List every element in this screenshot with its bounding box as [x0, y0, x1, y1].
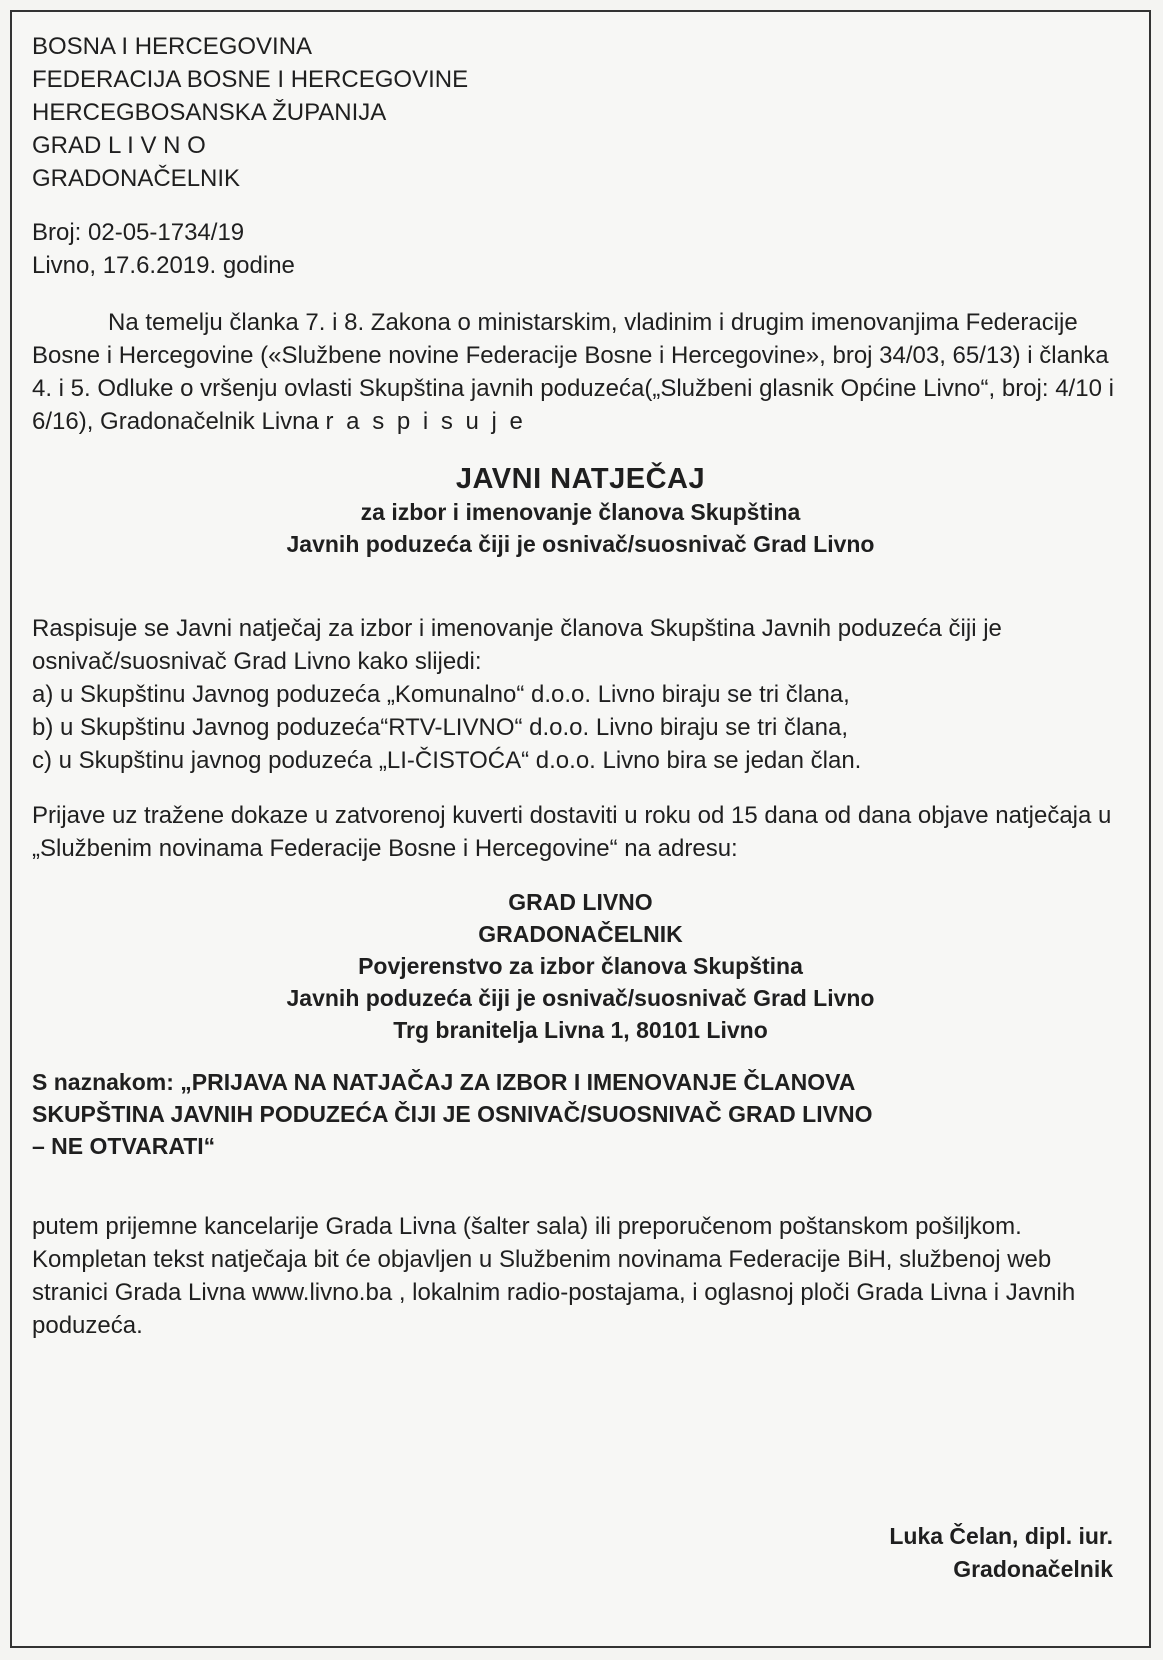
list-item: b) u Skupštinu Javnog poduzeća“RTV-LIVNO“ d.o.o. Livno biraju se tri člana, — [32, 714, 848, 741]
list-item: a) u Skupštinu Javnog poduzeća „Komunalno“ d.o.o. Livno biraju se tri člana, — [32, 681, 850, 708]
document-date: Livno, 17.6.2019. godine — [32, 252, 295, 279]
marking-line: SKUPŠTINA JAVNIH PODUZEĆA ČIJI JE OSNIVAČ/SUOSNIVAČ GRAD LIVNO — [32, 1101, 873, 1127]
address-line: Trg branitelja Livna 1, 80101 Livno — [393, 1017, 768, 1043]
applications-paragraph: Prijave uz tražene dokaze u zatvorenoj kuverti dostaviti u roku od 15 dana od dana objave natječaja u „Službenim novinama Federacije Bosne i Hercegovine“ na adresu: — [32, 802, 1112, 862]
header-country: BOSNA I HERCEGOVINA — [32, 33, 313, 60]
envelope-marking — [32, 1066, 1129, 1162]
address-line: GRADONAČELNIK — [478, 921, 683, 947]
header-canton: HERCEGBOSANSKA ŽUPANIJA — [32, 99, 387, 126]
page-title: JAVNI NATJEČAJ — [455, 463, 706, 495]
document-page — [10, 10, 1151, 1648]
mailing-address — [32, 886, 1129, 1046]
header-federation: FEDERACIJA BOSNE I HERCEGOVINE — [32, 66, 469, 93]
signatory-role: Gradonačelnik — [953, 1556, 1113, 1582]
delivery-paragraph: putem prijemne kancelarije Grada Livna (šalter sala) ili preporučenom poštanskom pošiljkom. — [32, 1213, 1022, 1240]
signature-block — [889, 1520, 1113, 1586]
legal-basis-verb: r a s p i s u j e — [325, 408, 526, 435]
title-subline-2: Javnih poduzeća čiji je osnivač/suosnivač Grad Livno — [286, 531, 875, 557]
header-office: GRADONAČELNIK — [32, 165, 241, 192]
legal-basis-text: Na temelju članka 7. i 8. Zakona o ministarskim, vladinim i drugim imenovanjima Federacije Bosne i Hercegovine («Službene novine Federacije Bosne i Hercegovine», broj 34/03, 65/13) i članka 4. i 5. Odluke o vršenju ovlasti Skupština javnih poduzeća(„Službeni glasnik Općine Livno“, broj: 4/10 i 6/16), Gradonačelnik Livna — [32, 309, 1114, 435]
title-block — [32, 462, 1129, 560]
announcement-paragraph: Raspisuje se Javni natječaj za izbor i imenovanje članova Skupština Javnih poduzeća čiji je osnivač/suosnivač Grad Livno kako slijedi: — [32, 615, 1002, 675]
signatory-name: Luka Čelan, dipl. iur. — [889, 1523, 1113, 1549]
legal-basis-paragraph — [32, 306, 1129, 438]
document-number: Broj: 02-05-1734/19 — [32, 219, 245, 246]
assembly-list — [32, 678, 1129, 777]
list-item: c) u Skupštinu javnog poduzeća „LI-ČISTOĆA“ d.o.o. Livno bira se jedan član. — [32, 747, 862, 774]
document-content — [12, 12, 1149, 1646]
marking-line: – NE OTVARATI“ — [32, 1133, 216, 1159]
address-line: Povjerenstvo za izbor članova Skupština — [358, 953, 803, 979]
address-line: GRAD LIVNO — [508, 889, 653, 915]
marking-line: S naznakom: „PRIJAVA NA NATJAČAJ ZA IZBOR I IMENOVANJE ČLANOVA — [32, 1069, 856, 1095]
issuer-header — [32, 30, 1129, 195]
header-city: GRAD L I V N O — [32, 132, 206, 159]
address-line: Javnih poduzeća čiji je osnivač/suosnivač Grad Livno — [286, 985, 875, 1011]
title-subline-1: za izbor i imenovanje članova Skupština — [360, 499, 801, 525]
publication-paragraph: Kompletan tekst natječaja bit će objavljen u Službenim novinama Federacije BiH, službenoj web stranici Grada Livna www.livno.ba , lokalnim radio-postajama, i oglasnoj ploči Grada Livna i Javnih poduzeća. — [32, 1246, 1076, 1339]
